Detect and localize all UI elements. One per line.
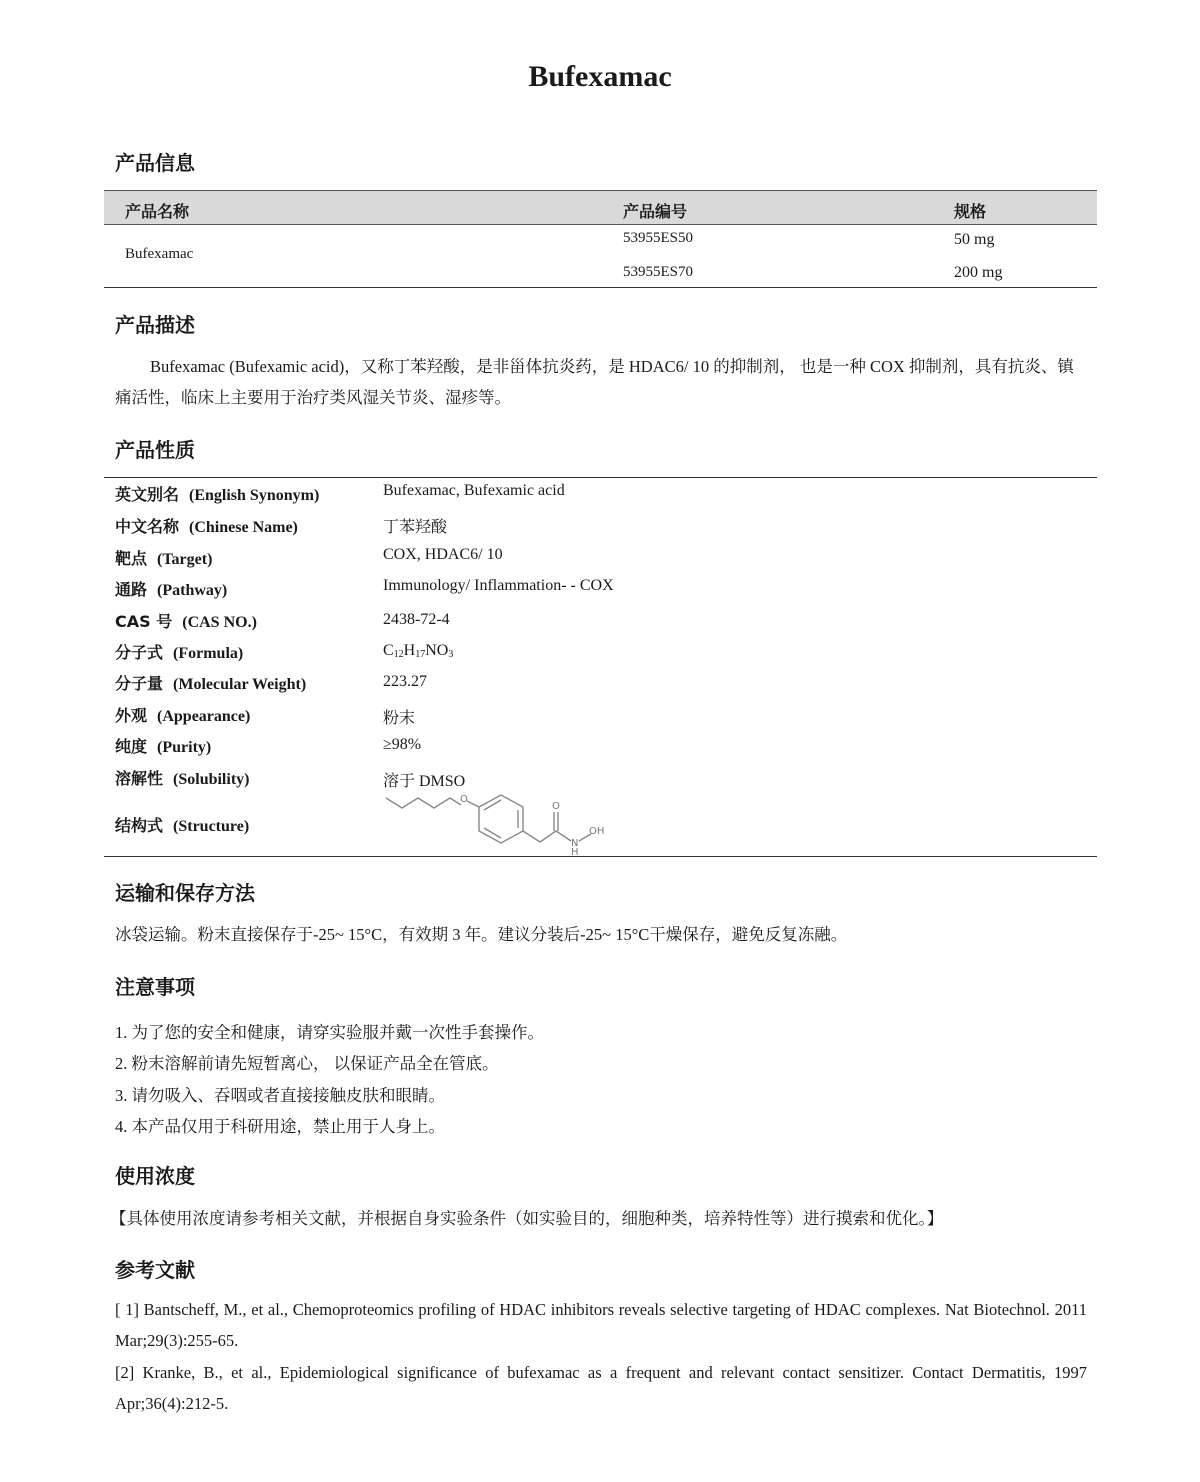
property-label: [115, 734, 211, 757]
structure-oxygen-label: O: [460, 794, 468, 805]
property-label: [115, 609, 257, 632]
property-label-zh: 分子量: [115, 674, 164, 693]
product-code-cell: 53955ES50: [623, 230, 694, 246]
notes-list-item: 4. 本产品仅用于科研用途，禁止用于人身上。: [115, 1117, 445, 1136]
notes-list-item: 1. 为了您的安全和健康，请穿实验服并戴一次性手套操作。: [115, 1023, 544, 1042]
table-header-row: [104, 190, 1097, 225]
structure-diagram: [383, 790, 613, 856]
property-label: [115, 640, 243, 663]
header-spec: 规格: [954, 202, 987, 221]
property-label-zh: 中文名称: [115, 517, 180, 536]
property-value: 粉末: [383, 710, 416, 727]
formula-part: H: [403, 642, 416, 659]
property-value: 溶于 DMSO: [383, 773, 466, 790]
property-label-zh: 纯度: [115, 737, 148, 756]
structure-nitrogen-label: N: [571, 838, 579, 849]
structure-hydroxyl-label: OH: [589, 826, 605, 837]
section-heading-notes: 注意事项: [115, 975, 195, 999]
property-label-en: (CAS NO.): [182, 614, 257, 631]
property-label-en: (Formula): [173, 645, 244, 662]
property-label-en: (Chinese Name): [189, 519, 298, 536]
property-label-en: (Structure): [173, 818, 250, 835]
table-bottom-rule: [104, 287, 1097, 288]
formula-part: 17: [415, 649, 426, 660]
property-value: 丁苯羟酸: [383, 519, 448, 536]
section-heading-properties: 产品性质: [115, 438, 195, 462]
property-label-zh: 溶解性: [115, 769, 164, 788]
property-label-zh: 英文别名: [115, 485, 180, 504]
section-heading-product-info: 产品信息: [115, 151, 195, 175]
property-value: 223.27: [383, 673, 427, 690]
property-label-en: (Purity): [157, 739, 212, 756]
property-label-en: (English Synonym): [189, 487, 320, 504]
product-spec-cell: 200 mg: [954, 264, 1003, 281]
property-label-en: (Pathway): [157, 582, 228, 599]
property-value: COX, HDAC6/ 10: [383, 546, 503, 563]
property-label-en: (Appearance): [157, 708, 251, 725]
property-label-en: (Molecular Weight): [173, 676, 307, 693]
property-label: [115, 482, 319, 505]
structure-nh-label: H: [571, 847, 579, 856]
structure-carbonyl-label: O: [552, 801, 560, 812]
property-value: Immunology/ Inflammation- - COX: [383, 577, 614, 594]
document-title: Bufexamac: [528, 60, 672, 93]
property-label: [115, 546, 212, 569]
reference-item: [ 1] Bantscheff, M., et al., Chemoproteomics profiling of HDAC inhibitors reveals selective targeting of HDAC complexes. Nat Biotechnol. 2011 Mar;29(3):255-65.: [115, 1300, 1087, 1350]
properties-bottom-rule: [104, 856, 1097, 857]
property-value: [383, 642, 453, 660]
property-label: [115, 671, 306, 694]
property-label: [115, 813, 249, 836]
property-value: Bufexamac, Bufexamic acid: [383, 482, 565, 499]
product-spec-cell: 50 mg: [954, 231, 995, 248]
section-heading-description: 产品描述: [115, 313, 195, 337]
reference-item: [2] Kranke, B., et al., Epidemiological significance of bufexamac as a frequent and relevant contact sensitizer. Contact Dermatitis, 1997 Apr;36(4):212-5.: [115, 1363, 1087, 1413]
property-label: [115, 766, 249, 789]
formula-part: 12: [393, 649, 404, 660]
property-label-en: (Solubility): [173, 771, 250, 788]
property-label: [115, 577, 227, 600]
property-label-en: (Target): [157, 551, 213, 568]
header-product-code: 产品编号: [623, 202, 688, 221]
property-label: [115, 703, 250, 726]
product-info-table: [104, 190, 1097, 289]
notes-list-item: 3. 请勿吸入、吞咽或者直接接触皮肤和眼睛。: [115, 1086, 445, 1105]
property-value: 2438-72-4: [383, 611, 450, 628]
property-label-zh: 分子式: [115, 643, 164, 662]
section-heading-references: 参考文献: [115, 1258, 195, 1282]
formula-part: NO: [425, 642, 449, 659]
formula-part: 3: [448, 649, 454, 660]
property-label-zh: 通路: [115, 580, 148, 599]
property-value: ≥98%: [383, 736, 422, 753]
notes-list-item: 2. 粉末溶解前请先短暂离心， 以保证产品全在管底。: [115, 1054, 499, 1073]
property-label: [115, 514, 298, 537]
properties-top-rule: [104, 477, 1097, 478]
header-product-name: 产品名称: [125, 202, 190, 221]
usage-paragraph: 【具体使用浓度请参考相关文献，并根据自身实验条件（如实验目的，细胞种类，培养特性等）进行摸索和优化。】: [110, 1209, 944, 1228]
storage-paragraph: 冰袋运输。粉末直接保存于-25~ 15°C，有效期 3 年。建议分装后-25~ 15°C干燥保存，避免反复冻融。: [115, 925, 848, 944]
product-code-cell: 53955ES70: [623, 264, 694, 280]
property-label-zh: CAS 号: [115, 612, 173, 631]
property-label-zh: 靶点: [115, 549, 148, 568]
description-paragraph: Bufexamac (Bufexamic acid)，又称丁苯羟酸，是非甾体抗炎药，是 HDAC6/ 10 的抑制剂， 也是一种 COX 抑制剂，具有抗炎、镇痛活性，临床上主要用于治疗类风湿关节炎、湿疹等。: [115, 357, 1074, 407]
section-heading-usage: 使用浓度: [115, 1164, 195, 1188]
section-heading-storage: 运输和保存方法: [115, 881, 255, 905]
formula-part: C: [383, 642, 394, 659]
property-label-zh: 外观: [115, 706, 148, 725]
property-label-zh: 结构式: [115, 816, 164, 835]
product-name-cell: Bufexamac: [125, 246, 194, 262]
